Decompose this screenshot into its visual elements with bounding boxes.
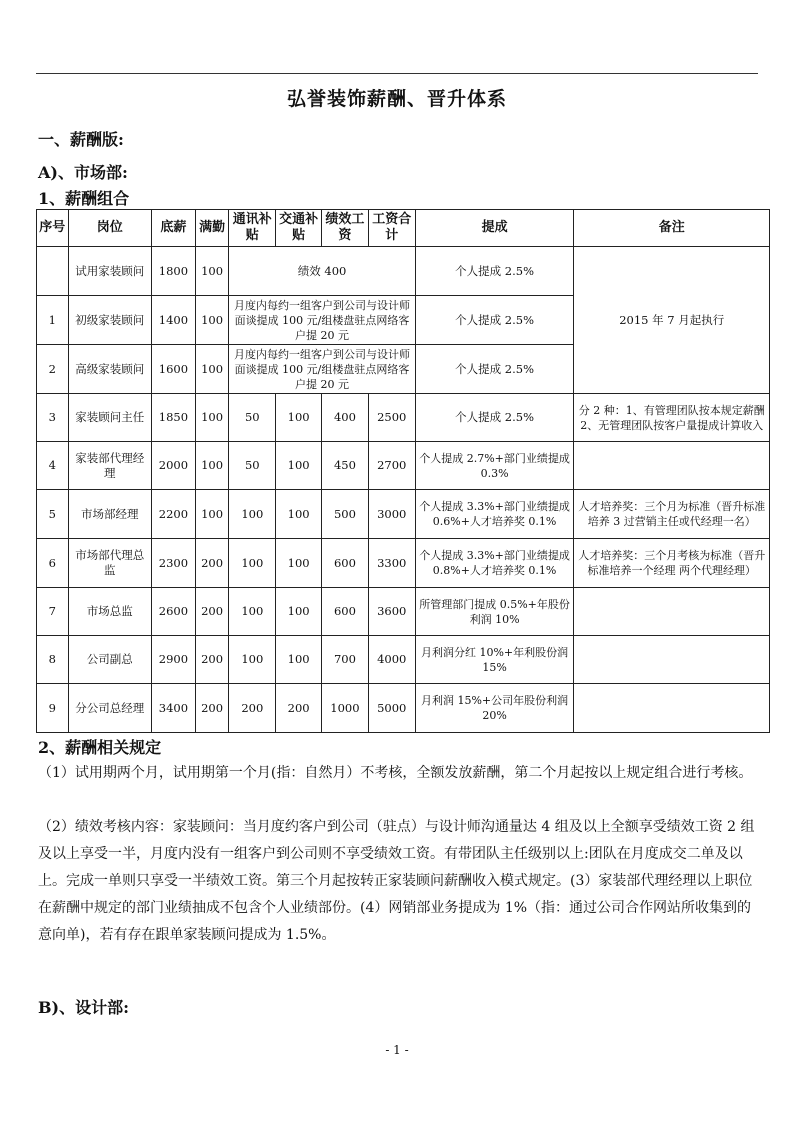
cell-comm: 50	[229, 394, 276, 442]
cell-perf: 600	[322, 588, 369, 636]
cell-total: 3300	[368, 539, 415, 588]
cell-remark: 分 2 种：1、有管理团队按本规定薪酬 2、无管理团队按客户量提成计算收入	[574, 394, 770, 442]
cell-attendance: 100	[195, 345, 229, 394]
table-row	[37, 247, 770, 296]
cell-attendance: 100	[195, 442, 229, 490]
cell-attendance: 100	[195, 296, 229, 345]
cell-commission: 个人提成 2.5%	[415, 394, 574, 442]
cell-commission: 个人提成 3.3%+部门业绩提成 0.8%+人才培养奖 0.1%	[415, 539, 574, 588]
section-heading-salary: 一、薪酬版:	[38, 130, 124, 149]
cell-total: 5000	[368, 684, 415, 733]
cell-base: 1850	[152, 394, 196, 442]
cell-transport: 200	[276, 684, 322, 733]
cell-base: 1600	[152, 345, 196, 394]
cell-transport: 100	[276, 539, 322, 588]
cell-total: 4000	[368, 636, 415, 684]
cell-perf: 600	[322, 539, 369, 588]
cell-comm: 100	[229, 588, 276, 636]
header-base: 底薪	[152, 210, 196, 247]
cell-seq: 8	[37, 636, 69, 684]
cell-position: 市场部代理总监	[68, 539, 151, 588]
cell-position: 家装顾问主任	[68, 394, 151, 442]
cell-position: 分公司总经理	[68, 684, 151, 733]
cell-base: 1400	[152, 296, 196, 345]
cell-base: 2300	[152, 539, 196, 588]
header-comm: 通讯补贴	[229, 210, 276, 247]
cell-base: 3400	[152, 684, 196, 733]
cell-comm: 50	[229, 442, 276, 490]
cell-comm: 200	[229, 684, 276, 733]
cell-merged-perf: 绩效 400	[229, 247, 415, 296]
cell-base: 2900	[152, 636, 196, 684]
cell-merged-perf: 月度内每约一组客户到公司与设计师面谈提成 100 元/组楼盘驻点网络客户提 20 元	[229, 345, 415, 394]
cell-perf: 1000	[322, 684, 369, 733]
header-seq: 序号	[37, 210, 69, 247]
cell-attendance: 200	[195, 539, 229, 588]
cell-attendance: 200	[195, 636, 229, 684]
cell-remark	[574, 636, 770, 684]
header-total: 工资合计	[368, 210, 415, 247]
table-row	[37, 636, 770, 684]
cell-seq: 7	[37, 588, 69, 636]
salary-table	[36, 209, 770, 733]
rules-paragraph-2: （2）绩效考核内容：家装顾问：当月度约客户到公司（驻点）与设计师沟通量达 4 组及以上全额享受绩效工资 2 组及以上享受一半，月度内没有一组客户到公司则不享受绩效工资。有带团队主任级别以上:团队在月度成交二单及以上。完成一单则只享受一半绩效工资。第三个月起按转正家装顾问薪酬收入模式规定。(3）家装部代理经理以上职位在薪酬中规定的部门业绩抽成不包含个人业绩部份。(4）网销部业务提成为 1%（指：通过公司合作网站所收集到的意向单)，若有存在跟单家装顾问提成为 1.5%。	[38, 819, 755, 943]
cell-merged-perf: 月度内每约一组客户到公司与设计师面谈提成 100 元/组楼盘驻点网络客户提 20 元	[229, 296, 415, 345]
cell-commission: 月利润分红 10%+年利股份润 15%	[415, 636, 574, 684]
cell-total: 2700	[368, 442, 415, 490]
header-attendance: 满勤	[195, 210, 229, 247]
cell-perf: 500	[322, 490, 369, 539]
section-heading-marketing: A)、市场部:	[38, 163, 128, 182]
cell-attendance: 100	[195, 490, 229, 539]
cell-attendance: 200	[195, 684, 229, 733]
cell-position: 家装部代理经理	[68, 442, 151, 490]
cell-attendance: 200	[195, 588, 229, 636]
page-title: 弘誉装饰薪酬、晋升体系	[286, 88, 507, 110]
cell-position: 公司副总	[68, 636, 151, 684]
cell-commission: 个人提成 3.3%+部门业绩提成 0.6%+人才培养奖 0.1%	[415, 490, 574, 539]
cell-remark-merged: 2015 年 7 月起执行	[574, 247, 770, 394]
cell-transport: 100	[276, 636, 322, 684]
page-number: - 1 -	[385, 1043, 409, 1057]
cell-remark	[574, 442, 770, 490]
cell-commission: 所管理部门提成 0.5%+年股份利润 10%	[415, 588, 574, 636]
cell-commission: 个人提成 2.7%+部门业绩提成 0.3%	[415, 442, 574, 490]
cell-comm: 100	[229, 490, 276, 539]
header-commission: 提成	[415, 210, 574, 247]
cell-transport: 100	[276, 490, 322, 539]
cell-base: 2600	[152, 588, 196, 636]
header-transport: 交通补贴	[276, 210, 322, 247]
cell-comm: 100	[229, 636, 276, 684]
cell-remark	[574, 684, 770, 733]
cell-remark: 人才培养奖：三个月考核为标准（晋升标准培养一个经理 两个代理经理）	[574, 539, 770, 588]
subheading-salary-composition: 1、薪酬组合	[38, 189, 130, 208]
cell-base: 2200	[152, 490, 196, 539]
header-perf: 绩效工资	[322, 210, 369, 247]
cell-seq: 4	[37, 442, 69, 490]
cell-seq: 1	[37, 296, 69, 345]
cell-attendance: 100	[195, 394, 229, 442]
cell-position: 初级家装顾问	[68, 296, 151, 345]
cell-transport: 100	[276, 442, 322, 490]
cell-position: 试用家装顾问	[68, 247, 151, 296]
cell-seq: 2	[37, 345, 69, 394]
cell-total: 3600	[368, 588, 415, 636]
cell-commission: 个人提成 2.5%	[415, 247, 574, 296]
cell-seq: 3	[37, 394, 69, 442]
cell-position: 高级家装顾问	[68, 345, 151, 394]
cell-commission: 个人提成 2.5%	[415, 345, 574, 394]
cell-perf: 450	[322, 442, 369, 490]
header-position: 岗位	[68, 210, 151, 247]
section-heading-design: B)、设计部:	[38, 998, 130, 1017]
cell-remark	[574, 588, 770, 636]
cell-total: 3000	[368, 490, 415, 539]
table-row	[37, 394, 770, 442]
cell-transport: 100	[276, 588, 322, 636]
table-row	[37, 539, 770, 588]
table-row	[37, 588, 770, 636]
table-row	[37, 442, 770, 490]
cell-perf: 700	[322, 636, 369, 684]
cell-remark: 人才培养奖：三个月为标准（晋升标准培养 3 过营销主任或代经理一名）	[574, 490, 770, 539]
cell-position: 市场部经理	[68, 490, 151, 539]
table-row	[37, 490, 770, 539]
header-remark: 备注	[574, 210, 770, 247]
table-row	[37, 684, 770, 733]
cell-seq	[37, 247, 69, 296]
cell-seq: 5	[37, 490, 69, 539]
rules-paragraph-1: （1）试用期两个月，试用期第一个月(指：自然月）不考核，全额发放薪酬，第二个月起按以上规定组合进行考核。	[38, 765, 753, 781]
cell-transport: 100	[276, 394, 322, 442]
cell-seq: 6	[37, 539, 69, 588]
table-header-row	[37, 210, 770, 247]
cell-total: 2500	[368, 394, 415, 442]
cell-attendance: 100	[195, 247, 229, 296]
cell-commission: 个人提成 2.5%	[415, 296, 574, 345]
header-rule	[36, 73, 758, 74]
cell-comm: 100	[229, 539, 276, 588]
cell-seq: 9	[37, 684, 69, 733]
cell-base: 2000	[152, 442, 196, 490]
subheading-salary-rules: 2、薪酬相关规定	[38, 738, 162, 757]
cell-position: 市场总监	[68, 588, 151, 636]
cell-perf: 400	[322, 394, 369, 442]
cell-commission: 月利润 15%+公司年股份利润 20%	[415, 684, 574, 733]
cell-base: 1800	[152, 247, 196, 296]
